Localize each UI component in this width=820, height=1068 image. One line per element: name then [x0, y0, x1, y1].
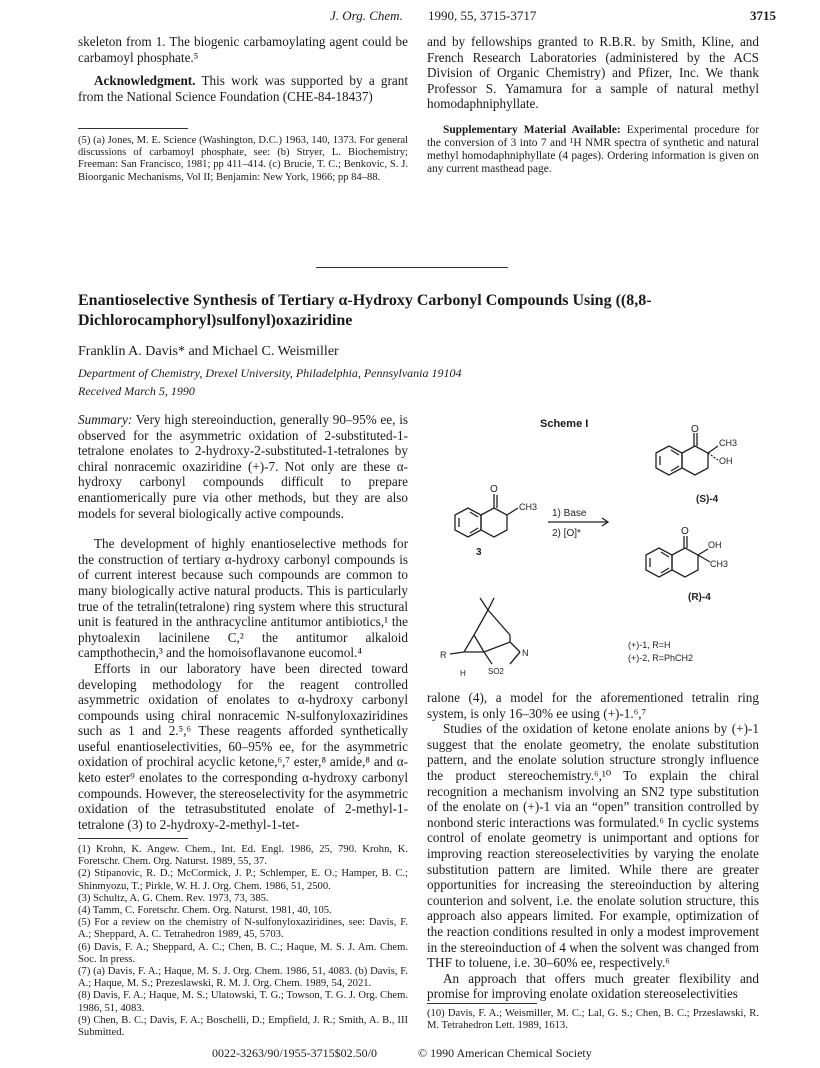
summary-label: Summary:	[78, 412, 133, 427]
article-divider	[316, 267, 508, 268]
page-number: 3715	[750, 8, 776, 23]
article-affiliation: Department of Chemistry, Drexel University, Philadelphia, Pennsylvania 19104	[78, 366, 462, 380]
compound-s4-structure	[656, 433, 718, 475]
footnote-4: (4) Tamm, C. Foretschr. Chem. Org. Naturst. 1981, 40, 105.	[78, 905, 332, 917]
reagent-2: 2) [O]*	[552, 528, 581, 539]
compound-3-label: 3	[476, 547, 482, 558]
article-code: 0022-3263/90/1955-3715$02.50/0	[212, 1046, 377, 1060]
oxaz-label-r: R	[440, 650, 447, 660]
footnote-7: (7) (a) Davis, F. A.; Haque, M. S. J. Org. Chem. 1986, 51, 4083. (b) Davis, F. A.; Haque, M. S.; Prezeslawski, R. M. J. Org. Chem. 1989, 54, 2021.	[78, 966, 408, 990]
oxaziridine-structure	[450, 598, 520, 664]
r4-label-oh: OH	[708, 540, 722, 550]
article-title: Enantioselective Synthesis of Tertiary α-Hydroxy Carbonyl Compounds Using ((8,8-Dichlorocamphoryl)sulfonyl)oxaziridine	[78, 292, 652, 329]
r4-label-o: O	[681, 526, 689, 537]
scheme-title: Scheme I	[540, 418, 589, 430]
footnote-6: (6) Davis, F. A.; Sheppard, A. C.; Chen, B. C.; Haque, M. S. J. Am. Chem. Soc. In press.	[78, 941, 408, 965]
top-right-column	[427, 34, 759, 176]
footnotes-left	[78, 844, 408, 1039]
received-date: Received March 5, 1990	[78, 384, 195, 398]
journal-name: J. Org. Chem.	[330, 8, 403, 23]
footnote-rule-left	[78, 838, 188, 839]
copyright: © 1990 American Chemical Society	[418, 1046, 592, 1060]
supplementary-material	[427, 124, 759, 176]
footnote-2: (2) Stipanovic, R. D.; McCormick, J. P.; Schlemper, E. O.; Hamper, B. C.; Shinmyozu, T.; Pirkle, W. H. J. Org. Chem. 1986, 51, 2500.	[78, 868, 408, 892]
top-left-column	[78, 34, 408, 104]
oxaziridine-2-label: (+)-2, R=PhCH2	[628, 653, 694, 663]
cmp3-label-o: O	[490, 484, 498, 495]
footnote-5: (5) (a) Jones, M. E. Science (Washington, D.C.) 1963, 140, 1373. For general discussions of carbamoyl phosphate, see: (b) Stryer, L. Biochemistry; Freeman: San Francisco, 1981; pp 411–414. (c) Brucie, T. C.; Benkovic, S. J. Bioorganic Mechanisms, Vol II; Benjamin: New York, 1966; pp 84–88.	[78, 135, 408, 183]
footnote-3: (3) Schultz, A. G. Chem. Rev. 1973, 73, 385.	[78, 892, 269, 904]
article-authors: Franklin A. Davis* and Michael C. Weismiller	[78, 344, 339, 359]
footnote-1: (1) Krohn, K. Angew. Chem., Int. Ed. Engl. 1986, 25, 790. Krohn, K. Foretschr. Chem. Org. Naturst. 1989, 55, 37.	[78, 844, 408, 868]
s4-compound-label: (S)-4	[696, 494, 719, 505]
continued-text-left: skeleton from 1. The biogenic carbamoylating agent could be carbamoyl phosphate.⁵	[78, 34, 408, 65]
supp-text: Experimental procedure for the conversion of 3 into 7 and ¹H NMR spectra of synthetic and natural methyl homodaphniphyllate (4 pages). Ordering information is given on any current masthead page.	[427, 123, 759, 175]
paragraph-1: The development of highly enantioselective methods for the construction of tertiary α-hydroxy carbonyl compounds is of current interest because such compounds are common to many biologically active natural products. This is particularly true of the tetralin(tetralone) ring system where this structural unit is featured in the anthracycline antitumor antibiotics,¹ the phytoalexin lacinilene C,² the antitumor alkaloid campthothecin,³ and the homoisoflavanone eucomol.⁴	[78, 536, 408, 661]
summary-text: Very high stereoinduction, generally 90–95% ee, is observed for the asymmetric oxidation of 2-substituted-1-tetralone enolates to 2-hydroxy-2-substituted-1-tetralones by chiral nonracemic oxaziridine (+)-7. Not only are these α-hydroxy carbonyl compounds difficult to prepare enantiomerically pure via other methods, but they are also models for several biologically active compounds.	[78, 412, 408, 521]
main-right-column	[427, 690, 759, 1002]
ack-heading: Acknowledgment.	[94, 73, 196, 89]
footnote-8: (8) Davis, F. A.; Haque, M. S.; Ulatowski, T. G.; Towson, T. G. J. Org. Chem. 1986, 51, 4083.	[78, 990, 408, 1014]
running-header	[0, 8, 820, 26]
reagent-1: 1) Base	[552, 508, 587, 519]
footnote-rule-top-left	[78, 128, 188, 129]
acknowledgment	[78, 73, 408, 104]
compound-r4-structure	[646, 536, 710, 577]
paragraph-2: Efforts in our laboratory have been directed toward developing methodology for the reagent controlled asymmetric oxidation of enolates to α-hydroxy carbonyl compounds using chiral nonracemic N-sulfonyloxaziridines such as 1 and 2.⁵,⁶ These reagents afforded synthetically useful enantioselectivities, 60–95% ee, for the asymmetric oxidation of prochiral acyclic ketone,⁶,⁷ ester,⁸ amide,⁸ and α-keto ester⁹ enolates to the corresponding α-hydroxy carbonyl compounds. However, the stereoselectivity for the asymmetric oxidation of the tetrasubstituted enolate of 2-methyl-1-tetralone (3) to 2-hydroxy-2-methyl-1-tet-	[78, 660, 408, 832]
ack-text: This work was supported by a grant from the National Science Foundation (CHE-84-18437)	[78, 73, 408, 104]
paragraph-3: ralone (4), a model for the aforementioned tetralin ring system, is only 16–30% ee using (+)-1.⁶,⁷	[427, 690, 759, 721]
journal-citation: 1990, 55, 3715-3717	[428, 8, 537, 23]
main-left-column	[78, 412, 408, 832]
s4-label-o: O	[691, 424, 699, 435]
footnote-9: (9) Chen, B. C.; Davis, F. A.; Boschelli, D.; Empfield, J. R.; Smith, A. B., III Submitted.	[78, 1014, 408, 1039]
s4-label-ch3: CH3	[719, 438, 738, 448]
supp-heading: Supplementary Material Available:	[443, 123, 621, 136]
s4-label-oh: OH	[719, 456, 733, 466]
cmp3-label-ch3: CH3	[519, 502, 538, 512]
oxaz-label-so2: SO2	[488, 667, 505, 676]
paragraph-4: Studies of the oxidation of ketone enolate anions by (+)-1 suggest that the enolate geometry, the enolate substitution pattern, and the enolate solution structure strongly influence the product stereochemistry.⁶,¹⁰ To explain the chiral recognition a mechanism involving an SN2 type substitution of the enolate on (+)-1 via an “open” transition controlled by nonbond steric interactions was formulated.⁶ In cyclic systems control of enolate geometry is unimportant and options for improving reaction stereoselectivities by varying the enolate substitution pattern are limited. While there are greater opportunities for increasing the stereoinduction by altering counterion and solvent, i.e. the enolate solution structure, this approach also appears limited. For example, optimization of the reaction conditions resulted in only a modest improvement in the stereoinduction of 4 when the solvent was changed from THF to toluene, i.e. 30–60% ee, respectively.⁶	[427, 721, 759, 971]
oxaz-label-h: H	[460, 669, 466, 678]
paragraph-5: An approach that offers much greater flexibility and promise for improving enolate oxidation stereoselectivities	[427, 970, 759, 1002]
footnote-5-review: (5) For a review on the chemistry of N-sulfonyloxaziridines, see: Davis, F. A.; Sheppard, A. C. Tetrahedron 1989, 45, 5703.	[78, 917, 408, 941]
r4-label-ch3: CH3	[710, 559, 729, 569]
r4-compound-label: (R)-4	[688, 592, 711, 603]
compound-3-structure	[455, 494, 518, 537]
oxaz-label-n: N	[522, 648, 529, 658]
oxaziridine-1-label: (+)-1, R=H	[628, 640, 671, 650]
footnote-10: (10) Davis, F. A.; Weismiller, M. C.; Lal, G. S.; Chen, B. C.; Przeslawski, R. M. Tetrahedron Lett. 1989, 1613.	[427, 1008, 759, 1032]
summary	[78, 412, 408, 521]
footnote-rule-right	[427, 1003, 537, 1004]
continued-text-right: and by fellowships granted to R.B.R. by Smith, Kline, and French Research Laboratories (administered by the ACS Division of Organic Chemistry) and Pfizer, Inc. We thank Professor S. Yamamura for a sample of natural methyl homodaphniphyllate.	[427, 34, 759, 112]
